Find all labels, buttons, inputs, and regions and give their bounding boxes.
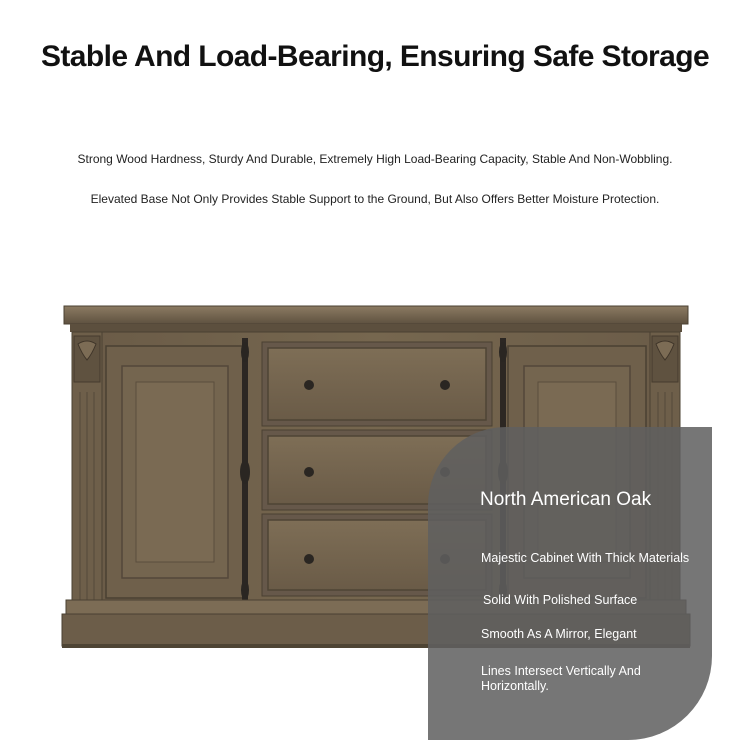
feature-item: Lines Intersect Vertically And Horizontally. bbox=[481, 664, 641, 693]
subtext-base: Elevated Base Not Only Provides Stable Support to the Ground, But Also Offers Better Moisture Protection. bbox=[90, 192, 660, 206]
feature-item: Solid With Polished Surface bbox=[483, 593, 638, 607]
panel-title: North American Oak bbox=[480, 489, 652, 510]
headline: Stable And Load-Bearing, Ensuring Safe Storage bbox=[40, 40, 710, 73]
subtext-strength: Strong Wood Hardness, Sturdy And Durable, Extremely High Load-Bearing Capacity, Stable And Non-Wobbling. bbox=[77, 152, 673, 166]
feature-item: Smooth As A Mirror, Elegant bbox=[481, 627, 637, 641]
material-info-panel bbox=[428, 427, 712, 740]
feature-item: Majestic Cabinet With Thick Materials bbox=[481, 551, 690, 565]
